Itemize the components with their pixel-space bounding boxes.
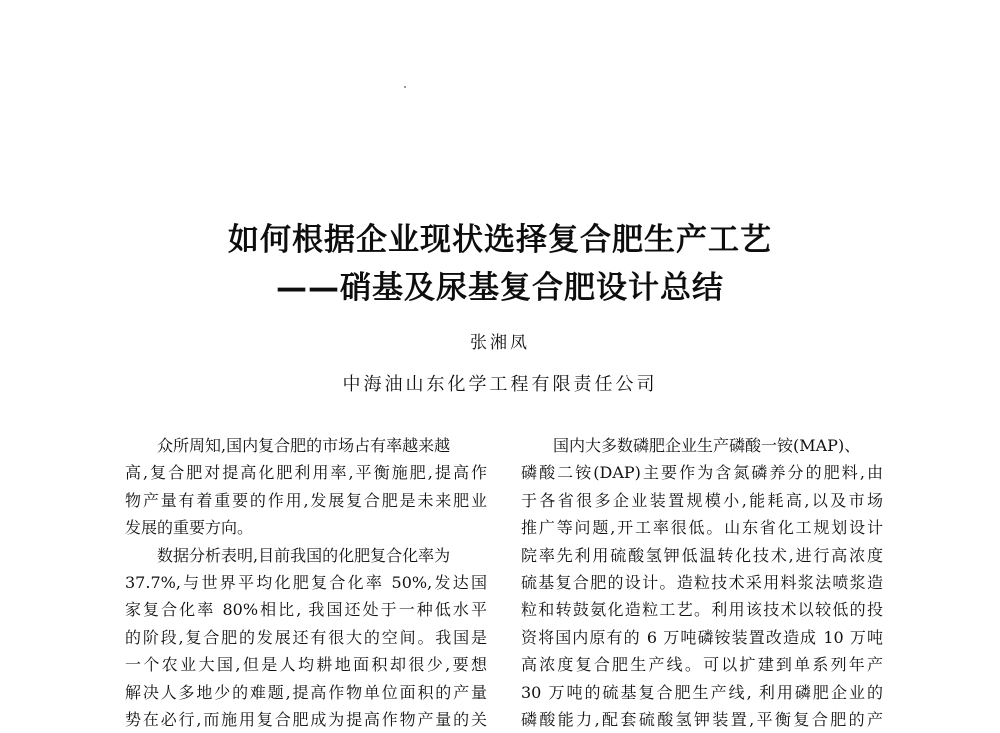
right-line-1: 国内大多数磷肥企业生产磷酸一铵(MAP)、 (553, 436, 861, 455)
left-line-9: 一个农业大国,但是人均耕地面积却很少,要想 (125, 655, 487, 675)
right-line-11: 磷酸能力,配套硫酸氢钾装置,平衡复合肥的产 (521, 709, 883, 729)
left-line-3: 物产量有着重要的作用,发展复合肥是未来肥业 (125, 490, 487, 510)
left-line-6: 37.7%,与世界平均化肥复合化率 50%,发达国 (125, 572, 487, 592)
left-line-4: 发展的重要方向。 (125, 518, 254, 538)
right-line-10: 30 万吨的硫基复合肥生产线, 利用磷肥企业的 (521, 682, 883, 702)
scan-speck (404, 86, 406, 88)
left-line-5: 数据分析表明,目前我国的化肥复合化率为 (157, 545, 451, 565)
right-line-5: 院率先利用硫酸氢钾低温转化技术,进行高浓度 (521, 545, 883, 565)
right-line-3: 于各省很多企业装置规模小,能耗高,以及市场 (521, 490, 883, 510)
left-line-8: 的阶段,复合肥的发展还有很大的空间。我国是 (125, 627, 487, 647)
right-line-8: 资将国内原有的 6 万吨磷铵装置改造成 10 万吨 (521, 627, 883, 647)
author-name: 张湘凤 (470, 333, 530, 353)
left-line-10: 解决人多地少的难题,提高作物单位面积的产量 (125, 682, 487, 702)
author-affiliation: 中海油山东化学工程有限责任公司 (342, 374, 658, 395)
left-line-7: 家复合化率 80%相比, 我国还处于一种低水平 (125, 600, 487, 620)
paper-title-line-1: 如何根据企业现状选择复合肥生产工艺 (228, 222, 772, 258)
left-line-11: 势在必行,而施用复合肥成为提高作物产量的关 (125, 709, 487, 729)
right-column (521, 432, 883, 733)
right-line-6: 硫基复合肥的设计。造粒技术采用料浆法喷浆造 (521, 572, 883, 592)
left-line-1: 众所周知,国内复合肥的市场占有率越来越 (157, 436, 451, 455)
left-column (125, 432, 487, 733)
paper-title-line-2: ——硝基及尿基复合肥设计总结 (276, 270, 724, 306)
right-line-2: 磷酸二铵(DAP)主要作为含氮磷养分的肥料,由 (521, 463, 883, 483)
right-line-9: 高浓度复合肥生产线。可以扩建到单系列年产 (521, 655, 883, 675)
left-line-2: 高,复合肥对提高化肥利用率,平衡施肥,提高作 (125, 463, 487, 483)
right-line-7: 粒和转鼓氨化造粒工艺。利用该技术以较低的投 (521, 600, 883, 620)
right-line-4: 推广等问题,开工率很低。山东省化工规划设计 (521, 518, 883, 538)
